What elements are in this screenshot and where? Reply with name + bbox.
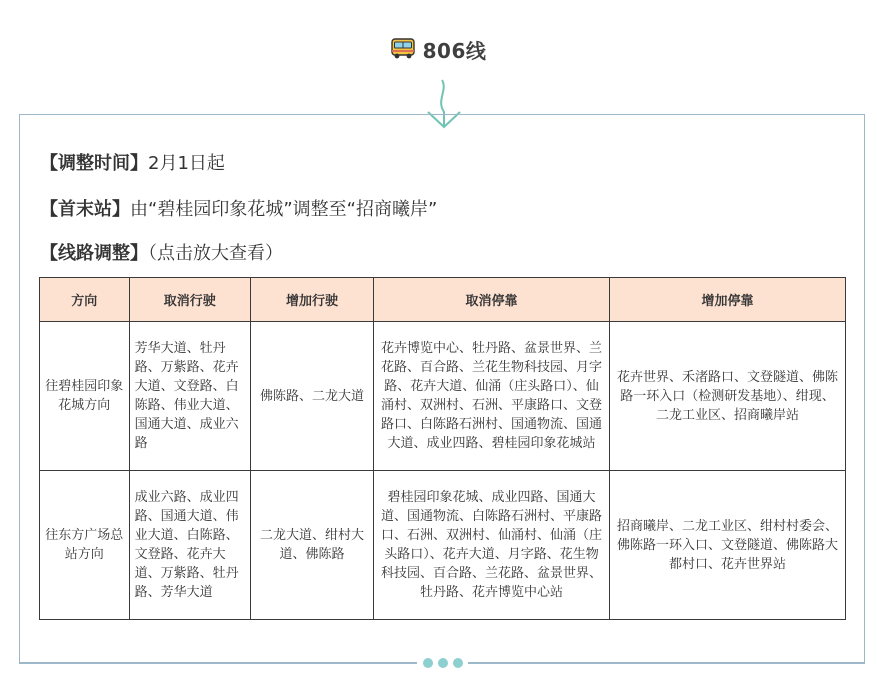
cancel-roads-cell: 成业六路、成业四路、国通大道、伟业大道、白陈路、文登路、花卉大道、万紫路、牡丹路、芳华大道	[129, 471, 250, 620]
decorative-dots	[420, 657, 466, 669]
cancel-stops-cell: 碧桂园印象花城、成业四路、国通大道、国通物流、白陈路石洲村、平康路口、石洲、双洲村、仙涌村、仙涌（庄头路口）、花卉大道、月字路、花生物科技园、百合路、兰花路、盆景世界、牡丹路、花卉博览中心站	[374, 471, 610, 620]
dot-icon	[453, 658, 463, 668]
adjust-time-line	[40, 149, 225, 175]
zoom-note: （点击放大查看）	[148, 243, 283, 264]
adjust-time-value: 2月1日起	[148, 153, 225, 174]
bus-icon	[391, 38, 415, 60]
frame-divider-right	[468, 662, 865, 664]
add-roads-cell: 佛陈路、二龙大道	[250, 322, 373, 471]
table-row	[40, 322, 846, 471]
route-title-bar	[0, 34, 877, 64]
cancel-roads-cell: 芳华大道、牡丹路、万紫路、花卉大道、文登路、白陈路、伟业大道、国通大道、成业六路	[129, 322, 250, 471]
cancel-stops-cell: 花卉博览中心、牡丹路、盆景世界、兰花路、百合路、兰花生物科技园、月字路、花卉大道、仙涌（庄头路口）、仙涌村、双洲村、石洲、平康路口、文登路口、白陈路石洲村、国通物流、国通大道、成业四路、碧桂园印象花城站	[374, 322, 610, 471]
adjust-time-label: 【调整时间】	[40, 153, 148, 174]
header-add-stops: 增加停靠	[610, 278, 846, 322]
route-adjustment-table	[39, 277, 846, 620]
direction-cell: 往东方广场总站方向	[40, 471, 130, 620]
add-roads-cell: 二龙大道、绀村大道、佛陈路	[250, 471, 373, 620]
dot-icon	[423, 658, 433, 668]
dot-icon	[438, 658, 448, 668]
header-cancel-roads: 取消行驶	[129, 278, 250, 322]
header-add-roads: 增加行驶	[250, 278, 373, 322]
add-stops-cell: 招商曦岸、二龙工业区、绀村村委会、佛陈路一环入口、文登隧道、佛陈路大都村口、花卉世界站	[610, 471, 846, 620]
terminal-value: 由“碧桂园印象花城”调整至“招商曦岸”	[130, 199, 438, 220]
terminal-label: 【首末站】	[40, 199, 130, 220]
direction-cell: 往碧桂园印象花城方向	[40, 322, 130, 471]
route-adjust-label: 【线路调整】	[40, 243, 148, 264]
header-cancel-stops: 取消停靠	[374, 278, 610, 322]
add-stops-cell: 花卉世界、禾渚路口、文登隧道、佛陈路一环入口（检测研发基地）、绀现、二龙工业区、招商曦岸站	[610, 322, 846, 471]
table-row	[40, 471, 846, 620]
frame-divider-left	[19, 662, 417, 664]
table-header-row	[40, 278, 846, 322]
route-adjust-line	[40, 239, 283, 265]
route-name: 806线	[422, 38, 487, 63]
terminal-line	[40, 195, 437, 221]
header-direction: 方向	[40, 278, 130, 322]
